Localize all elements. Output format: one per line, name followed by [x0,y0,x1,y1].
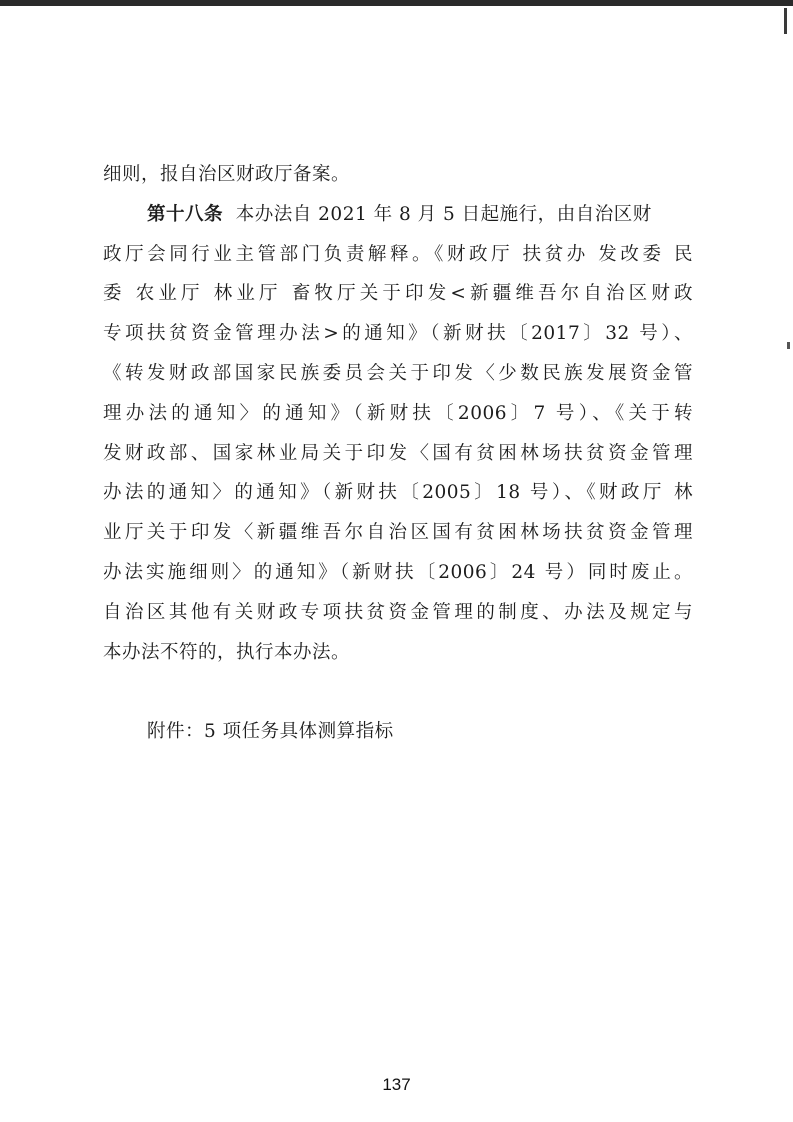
attachment-note: 附件：5 项任务具体测算指标 [147,721,394,742]
text-line-3: 政厅会同行业主管部门负责解释。《财政厅 扶贫办 发改委 民 [103,243,693,265]
text-line-13: 本办法不符的，执行本办法。 [103,641,351,663]
article-number: 第十八条 [147,203,224,225]
scan-top-edge [0,0,793,6]
scan-corner-mark [784,8,787,34]
text-line-1: 细则，报自治区财政厅备案。 [103,164,351,185]
text-line-4: 委 农业厅 林业厅 畜牧厅关于印发<新疆维吾尔自治区财政 [103,283,693,305]
scan-side-dot [787,342,790,349]
text-line-7: 理办法的通知〉的通知》（新财扶〔2006〕7 号）、《关于转 [103,402,693,424]
text-line-11: 办法实施细则〉的通知》（新财扶〔2006〕24 号）同时废止。 [103,561,693,583]
text-line-10: 业厅关于印发〈新疆维吾尔自治区国有贫困林场扶贫资金管理 [103,522,693,544]
article-18-first-line [103,195,693,235]
document-body [103,155,693,672]
article-18-text-start: 本办法自 2021 年 8 月 5 日起施行，由自治区财 [235,203,652,225]
page-number: 137 [382,1075,411,1094]
text-line-9: 办法的通知〉的通知》（新财扶〔2005〕18 号）、《财政厅 林 [103,482,693,504]
text-line-5: 专项扶贫资金管理办法>的通知》（新财扶〔2017〕32 号）、 [103,323,693,345]
text-line-6: 《转发财政部国家民族委员会关于印发〈少数民族发展资金管 [103,362,693,384]
text-line-8: 发财政部、国家林业局关于印发〈国有贫困林场扶贫资金管理 [103,442,693,464]
text-line-12: 自治区其他有关财政专项扶贫资金管理的制度、办法及规定与 [103,601,693,623]
